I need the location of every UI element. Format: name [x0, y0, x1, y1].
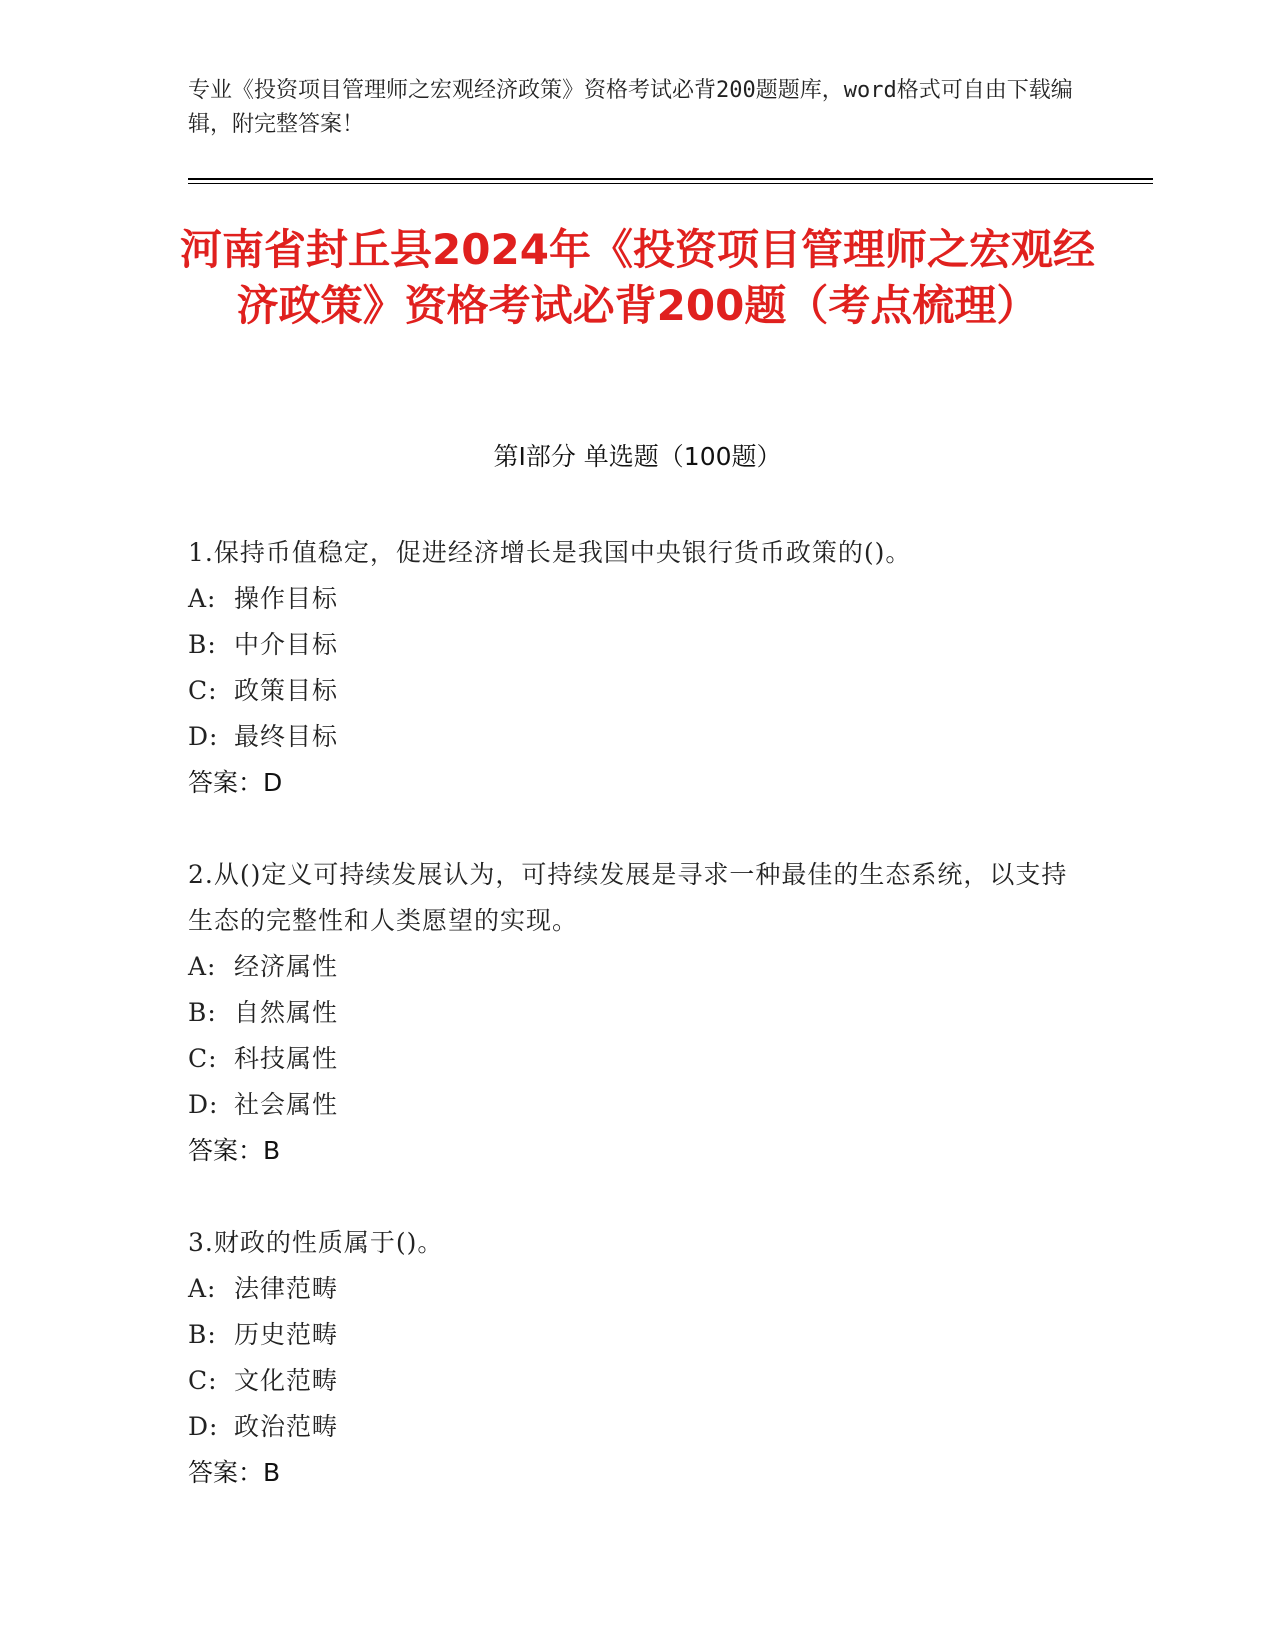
option-a [188, 1266, 1088, 1312]
question-1 [188, 530, 1088, 806]
option-b [188, 990, 1088, 1036]
option-text: 科技属性 [234, 1044, 339, 1073]
question-stem: 3.财政的性质属于()。 [188, 1228, 444, 1257]
question-stem: 1.保持币值稳定，促进经济增长是我国中央银行货币政策的()。 [188, 538, 912, 567]
header-note: 专业《投资项目管理师之宏观经济政策》资格考试必背200题题库，word格式可自由下载编辑，附完整答案！ [188, 78, 1073, 137]
option-text: 政策目标 [234, 676, 339, 705]
option-b [188, 1312, 1088, 1358]
option-letter: B: [188, 998, 217, 1027]
answer: 答案：B [188, 1458, 281, 1487]
option-text: 社会属性 [234, 1090, 339, 1119]
option-text: 自然属性 [234, 998, 339, 1027]
option-b [188, 622, 1088, 668]
option-letter: B: [188, 630, 217, 659]
option-letter: A: [188, 952, 217, 981]
question-3 [188, 1220, 1088, 1496]
option-letter: D: [188, 1412, 219, 1441]
question-stem: 2.从()定义可持续发展认为，可持续发展是寻求一种最佳的生态系统，以支持生态的完整性和人类愿望的实现。 [188, 860, 1068, 935]
option-letter: D: [188, 722, 219, 751]
document-title: 河南省封丘县2024年《投资项目管理师之宏观经济政策》资格考试必背200题（考点梳理） [180, 225, 1095, 330]
answer: 答案：B [188, 1136, 281, 1165]
option-text: 中介目标 [234, 630, 339, 659]
option-text: 经济属性 [234, 952, 339, 981]
option-letter: C: [188, 676, 218, 705]
option-c [188, 1036, 1088, 1082]
header-rule-thin [188, 183, 1153, 184]
option-c [188, 668, 1088, 714]
option-text: 最终目标 [234, 722, 339, 751]
option-text: 文化范畴 [234, 1366, 339, 1395]
question-2 [188, 852, 1088, 1174]
question-list [188, 530, 1088, 1542]
answer: 答案：D [188, 768, 283, 797]
option-letter: A: [188, 584, 217, 613]
option-d [188, 1082, 1088, 1128]
option-text: 历史范畴 [234, 1320, 339, 1349]
option-letter: A: [188, 1274, 217, 1303]
option-d [188, 1404, 1088, 1450]
option-text: 政治范畴 [234, 1412, 339, 1441]
option-c [188, 1358, 1088, 1404]
option-a [188, 576, 1088, 622]
option-letter: C: [188, 1044, 218, 1073]
header-rule-thick [188, 178, 1153, 180]
option-d [188, 714, 1088, 760]
section-title: 第I部分 单选题（100题） [493, 442, 782, 471]
option-a [188, 944, 1088, 990]
option-letter: B: [188, 1320, 217, 1349]
option-letter: C: [188, 1366, 218, 1395]
option-letter: D: [188, 1090, 219, 1119]
option-text: 操作目标 [234, 584, 339, 613]
option-text: 法律范畴 [234, 1274, 339, 1303]
